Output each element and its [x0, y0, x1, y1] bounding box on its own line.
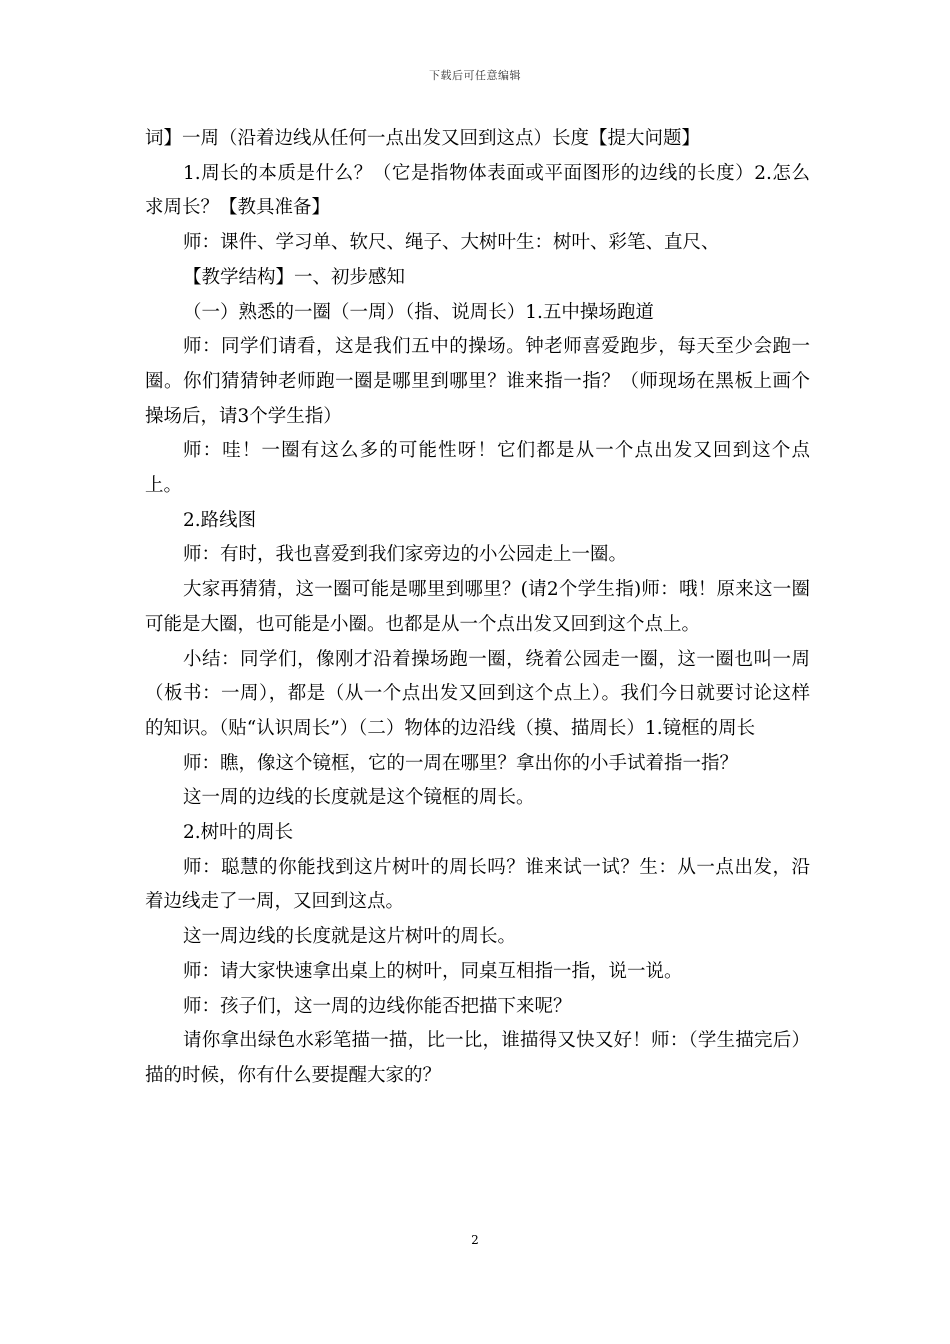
page-header: 下载后可任意编辑: [429, 69, 521, 82]
paragraph: （一）熟悉的一圈（一周）（指、说周长）1.五中操场跑道: [183, 301, 654, 323]
paragraph: 师：课件、学习单、软尺、绳子、大树叶生：树叶、彩笔、直尺、: [183, 232, 720, 254]
paragraph: 师：哇！一圈有这么多的可能性呀！它们都是从一个点出发又回到这个点上。: [145, 440, 810, 497]
paragraph: 师：聪慧的你能找到这片树叶的周长吗？谁来试一试？生：从一点出发，沿着边线走了一周，又回到这点。: [145, 856, 810, 913]
paragraph: 1.周长的本质是什么？（它是指物体表面或平面图形的边线的长度）2.怎么求周长？【教具准备】: [145, 162, 810, 219]
paragraph: 师：有时，我也喜爱到我们家旁边的小公园走上一圈。: [183, 544, 628, 566]
paragraph: 2.路线图: [183, 509, 257, 531]
paragraph: 小结：同学们，像刚才沿着操场跑一圈，绕着公园走一圈，这一圈也叫一周（板书：一周），都是（从一个点出发又回到这个点上）。我们今日就要讨论这样的知识。（贴“认识周长”）（二）物体的边沿线（摸、描周长）1.镜框的周长: [145, 648, 810, 739]
paragraph: 师：同学们请看，这是我们五中的操场。钟老师喜爱跑步，每天至少会跑一圈。你们猜猜钟老师跑一圈是哪里到哪里？谁来指一指？（师现场在黑板上画个操场后，请3个学生指）: [145, 336, 810, 427]
paragraph: 这一周的边线的长度就是这个镜框的周长。: [183, 787, 535, 809]
page-number: 2: [471, 1233, 479, 1247]
paragraph: 这一周边线的长度就是这片树叶的周长。: [183, 926, 517, 948]
paragraph: 师：请大家快速拿出桌上的树叶，同桌互相指一指，说一说。: [183, 960, 683, 982]
paragraph: 师：瞧，像这个镜框，它的一周在哪里？拿出你的小手试着指一指？: [183, 752, 739, 774]
paragraph: 【教学结构】一、初步感知: [183, 266, 406, 288]
paragraph: 2.树叶的周长: [183, 822, 294, 844]
paragraph: 大家再猜猜，这一圈可能是哪里到哪里？(请2个学生指)师：哦！原来这一圈可能是大圈，也可能是小圈。也都是从一个点出发又回到这个点上。: [145, 579, 810, 635]
document-body: [145, 122, 810, 1094]
paragraph: 词】一周（沿着边线从任何一点出发又回到这点）长度【提大问题】: [145, 128, 701, 149]
paragraph: 请你拿出绿色水彩笔描一描，比一比，谁描得又快又好！师：（学生描完后）描的时候，你有什么要提醒大家的？: [145, 1030, 810, 1086]
paragraph: 师：孩子们，这一周的边线你能否把描下来呢？: [183, 995, 572, 1017]
